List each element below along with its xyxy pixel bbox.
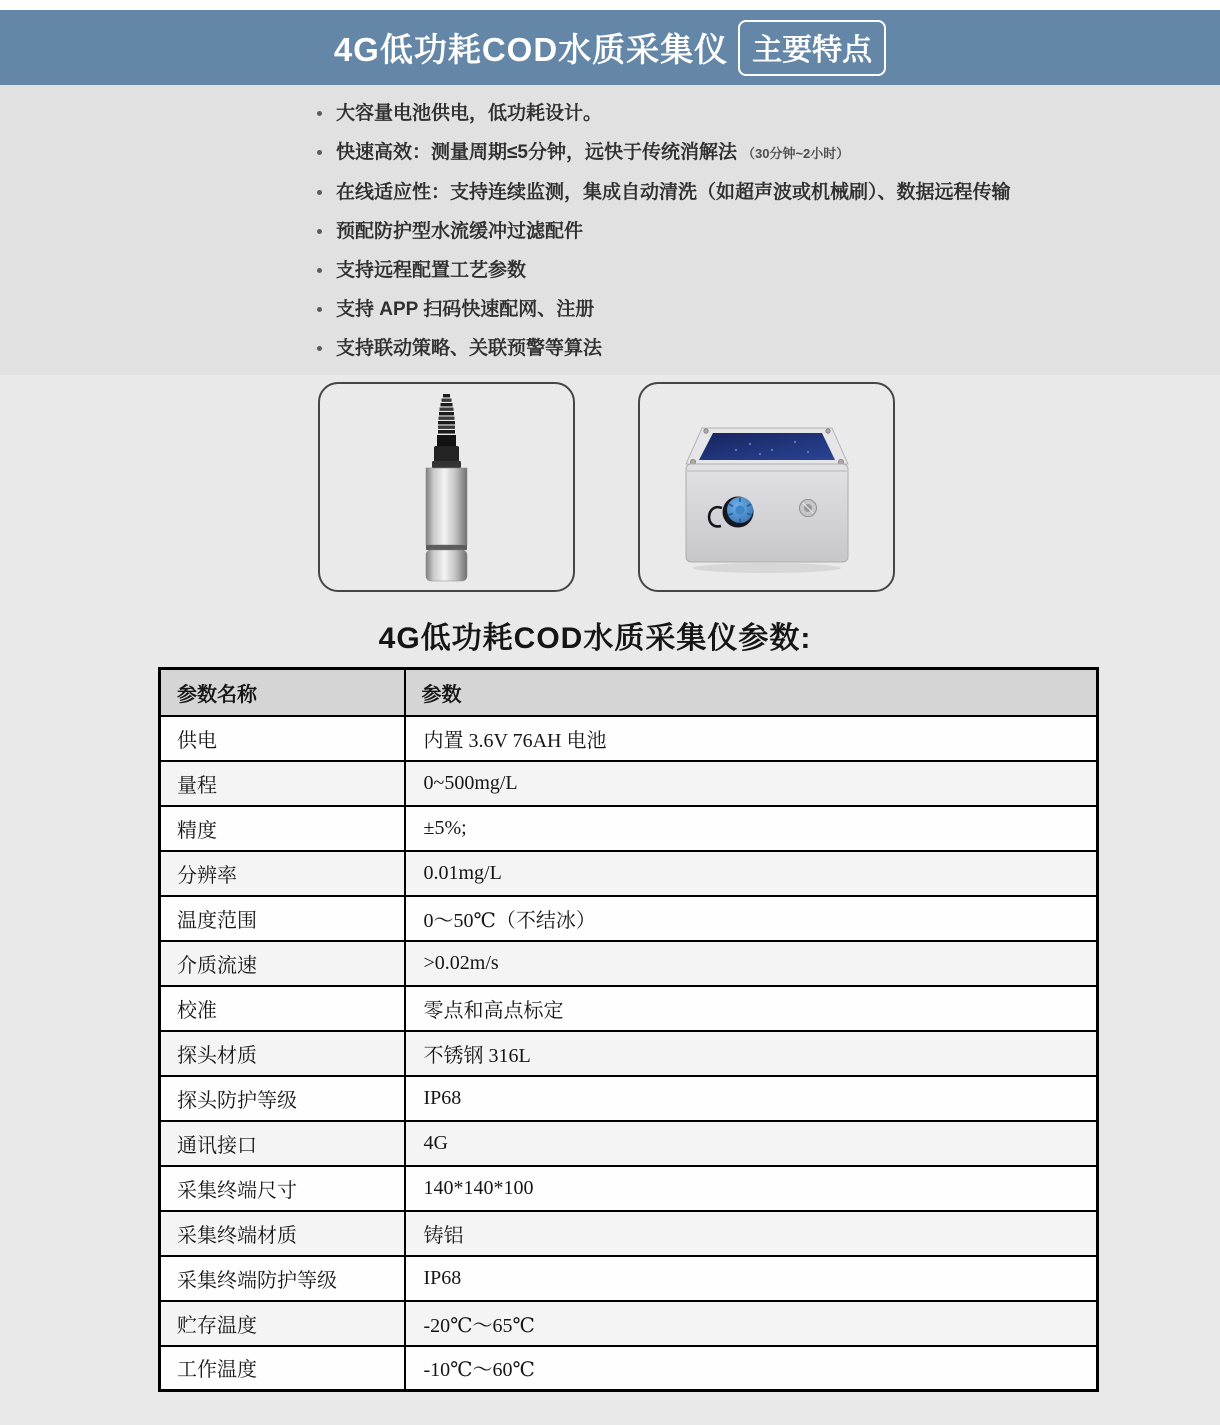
probe-connector-top (437, 435, 456, 446)
feature-item (317, 336, 1180, 362)
param-name-cell: 贮存温度 (160, 1301, 405, 1346)
table-row (160, 1346, 1098, 1391)
probe-connector-body (434, 446, 459, 462)
probe-connector-ring (432, 461, 461, 468)
feature-item (317, 219, 1180, 245)
param-value-cell: IP68 (405, 1256, 1098, 1301)
param-name-cell: 分辨率 (160, 851, 405, 896)
bullet-icon (317, 268, 322, 273)
collector-terminal-image (640, 384, 893, 590)
bullet-icon (317, 346, 322, 351)
features-badge: 主要特点 (738, 20, 886, 76)
feature-text: 支持联动策略、关联预警等算法 (336, 338, 603, 359)
param-name-cell: 采集终端材质 (160, 1211, 405, 1256)
table-row (160, 986, 1098, 1031)
bullet-icon (317, 190, 322, 195)
param-name-cell: 量程 (160, 761, 405, 806)
param-value-cell: 4G (405, 1121, 1098, 1166)
feature-text: 预配防护型水流缓冲过滤配件 (336, 221, 584, 242)
param-value-cell: 不锈钢 316L (405, 1031, 1098, 1076)
table-row (160, 716, 1098, 761)
device-shadow (693, 563, 841, 573)
table-row (160, 1121, 1098, 1166)
cod-probe-image (320, 384, 573, 590)
table-row (160, 1031, 1098, 1076)
params-table (158, 667, 1099, 1392)
param-value-cell: 铸铝 (405, 1211, 1098, 1256)
param-name-cell: 采集终端尺寸 (160, 1166, 405, 1211)
col-header-value: 参数 (405, 669, 1098, 716)
param-name-cell: 通讯接口 (160, 1121, 405, 1166)
bullet-icon (317, 111, 322, 116)
param-value-cell: 140*140*100 (405, 1166, 1098, 1211)
page-title: 4G低功耗COD水质采集仪 (333, 31, 729, 68)
probe-photo-card (318, 382, 575, 592)
param-name-cell: 介质流速 (160, 941, 405, 986)
param-value-cell: -10℃～60℃ (405, 1346, 1098, 1391)
bullet-icon (317, 307, 322, 312)
param-value-cell: 0~500mg/L (405, 761, 1098, 806)
table-row (160, 1076, 1098, 1121)
param-value-cell: >0.02m/s (405, 941, 1098, 986)
probe-groove (426, 545, 467, 550)
feature-text: 快速高效：测量周期≤5分钟，远快于传统消解法 (336, 142, 737, 163)
feature-text: 在线适应性：支持连续监测，集成自动清洗（如超声波或机械刷）、数据远程传输 (336, 182, 1011, 203)
bullet-icon (317, 150, 322, 155)
feature-item (317, 258, 1180, 284)
param-name-cell: 采集终端防护等级 (160, 1256, 405, 1301)
param-name-cell: 探头材质 (160, 1031, 405, 1076)
probe-tip (426, 550, 467, 581)
params-title: 4G低功耗COD水质采集仪参数: (378, 622, 812, 655)
top-strip (0, 0, 1220, 10)
feature-item (317, 297, 1180, 323)
param-name-cell: 精度 (160, 806, 405, 851)
table-header-row (160, 669, 1098, 716)
table-row (160, 896, 1098, 941)
param-value-cell: 0～50℃（不结冰） (405, 896, 1098, 941)
table-row (160, 941, 1098, 986)
param-name-cell: 温度范围 (160, 896, 405, 941)
feature-item (317, 180, 1180, 206)
terminal-photo-card (638, 382, 895, 592)
feature-note: （30分钟~2小时） (742, 146, 850, 161)
param-name-cell: 工作温度 (160, 1346, 405, 1391)
table-row (160, 1256, 1098, 1301)
features-section (0, 85, 1220, 375)
table-row (160, 1301, 1098, 1346)
table-row (160, 851, 1098, 896)
param-value-cell: 0.01mg/L (405, 851, 1098, 896)
feature-text: 支持远程配置工艺参数 (336, 260, 527, 281)
param-name-cell: 供电 (160, 716, 405, 761)
table-row (160, 1211, 1098, 1256)
param-name-cell: 探头防护等级 (160, 1076, 405, 1121)
col-header-name: 参数名称 (160, 669, 405, 716)
param-value-cell: 内置 3.6V 76AH 电池 (405, 716, 1098, 761)
table-row (160, 1166, 1098, 1211)
table-row (160, 761, 1098, 806)
param-value-cell: IP68 (405, 1076, 1098, 1121)
device-top-panel (699, 433, 835, 460)
param-value-cell: -20℃～65℃ (405, 1301, 1098, 1346)
feature-text: 支持 APP 扫码快速配网、注册 (336, 299, 595, 320)
feature-item (317, 101, 1180, 127)
probe-body (426, 468, 467, 545)
header-bar (0, 10, 1220, 85)
param-name-cell: 校准 (160, 986, 405, 1031)
param-value-cell: ±5%; (405, 806, 1098, 851)
connector-center (735, 505, 744, 514)
table-row (160, 806, 1098, 851)
feature-item (317, 140, 1180, 167)
param-value-cell: 零点和高点标定 (405, 986, 1098, 1031)
bullet-icon (317, 229, 322, 234)
feature-list (0, 85, 1220, 362)
feature-text: 大容量电池供电，低功耗设计。 (336, 103, 603, 124)
probe-thread (438, 394, 455, 434)
